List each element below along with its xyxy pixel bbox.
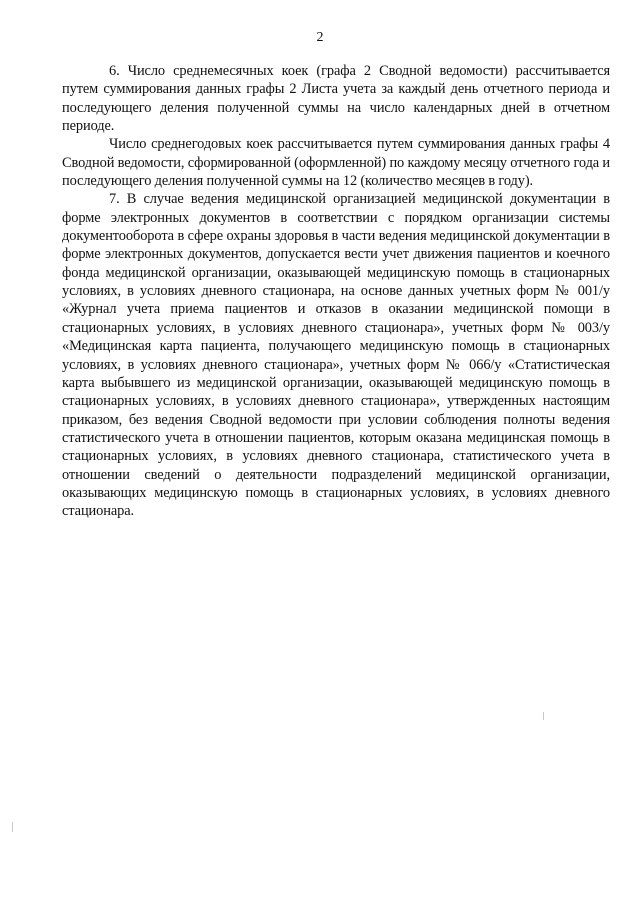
scan-artifact [543, 712, 544, 720]
scan-artifact [12, 822, 13, 832]
paragraph-6-average-monthly-beds: 6. Число среднемесячных коек (графа 2 Сводной ведомости) рассчитывается путем суммирования данных графы 2 Листа учета за каждый день отчетного периода и последующего деления полученной суммы на число календарных дней в отчетном периоде. [62, 63, 610, 135]
document-body [62, 62, 610, 521]
page-number: 2 [316, 30, 324, 45]
paragraph-average-annual-beds: Число среднегодовых коек рассчитывается путем суммирования данных графы 4 Сводной ведомости, сформированной (оформленной) по каждому месяцу отчетного года и последующего деления полученной суммы на 12 (количество месяцев в году). [62, 136, 610, 190]
paragraph-7-electronic-documents: 7. В случае ведения медицинской организацией медицинской документации в форме электронных документов в соответствии с порядком организации системы документооборота в сфере охраны здоровья в части ведения медицинской документации в форме электронных документов, допускается вести учет движения пациентов и коечного фонда медицинской организации, оказывающей медицинскую помощь в стационарных условиях, в условиях дневного стационара, на основе данных учетных форм № 001/у «Журнал учета приема пациентов и отказов в оказании медицинской помощи в стационарных условиях, в условиях дневного стационара», учетных форм № 003/у «Медицинская карта пациента, получающего медицинскую помощь в стационарных условиях, в условиях дневного стационара», учетных форм № 066/у «Статистическая карта выбывшего из медицинской организации, оказывающей медицинскую помощь в стационарных условиях, в условиях дневного стационара», утвержденных настоящим приказом, без ведения Сводной ведомости при условии соблюдения полноты ведения статистического учета в отношении пациентов, которым оказана медицинская помощь в стационарных условиях, в условиях дневного стационара, статистического учета в отношении сведений о деятельности подразделений медицинской организации, оказывающих медицинскую помощь в стационарных условиях, в условиях дневного стационара. [62, 191, 610, 520]
